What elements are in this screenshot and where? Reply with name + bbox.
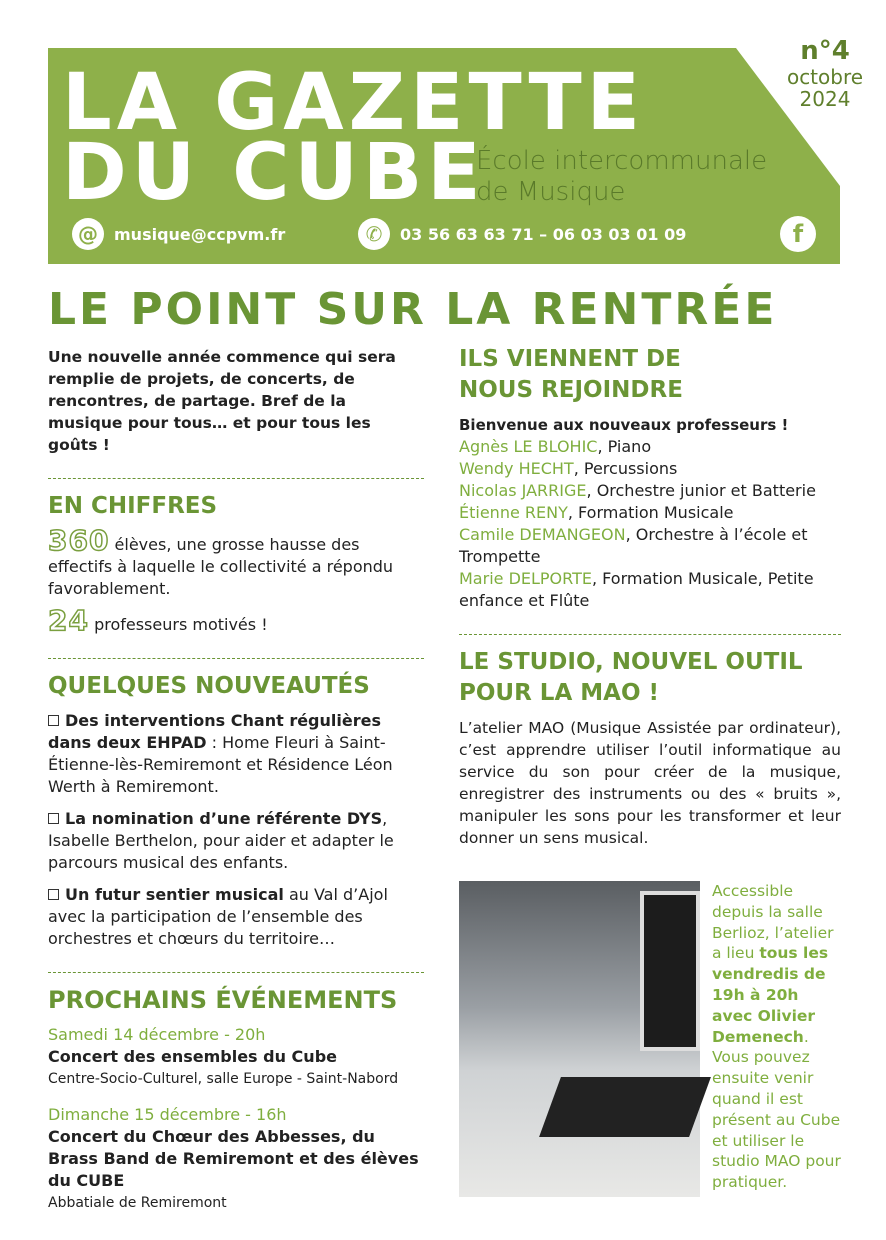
headline: LE POINT SUR LA RENTRÉE — [48, 284, 778, 335]
title-line1: LA GAZETTE — [62, 58, 645, 148]
subtitle-line1: École intercommunale — [476, 146, 768, 176]
prof-role: , Orchestre à l’école et Trompette — [459, 525, 808, 566]
prof-role: , Piano — [597, 437, 652, 456]
facebook-link[interactable] — [780, 216, 826, 252]
right-column — [459, 344, 841, 859]
item-text: au Val d’Ajol avec la participation de l’ensemble des orchestres et chœurs du territoire… — [48, 885, 388, 948]
section-title: QUELQUES NOUVEAUTÉS — [48, 673, 370, 699]
divider — [459, 634, 841, 635]
side-text: Accessible depuis la salle Berlioz, l’atelier a lieu — [712, 882, 834, 963]
issue-info — [780, 36, 870, 110]
item-text: : Home Fleuri à Saint-Étienne-lès-Remiremont et Résidence Léon Werth à Remiremont. — [48, 733, 393, 796]
list-item — [48, 808, 424, 874]
event — [48, 1024, 424, 1090]
studio-text: L’atelier MAO (Musique Assistée par ordinateur), c’est apprendre utiliser l’outil informatique au service du son pour créer de la musique, enregistrer des instruments ou des « bruits », manipuler les sons pour les transformer et leur donner un sens musical. — [459, 719, 841, 847]
prof-role: , Formation Musicale — [567, 503, 734, 522]
event — [48, 1104, 424, 1214]
checkbox-icon — [48, 889, 59, 900]
prof — [459, 502, 841, 524]
event-name: Concert des ensembles du Cube — [48, 1047, 337, 1066]
divider — [48, 658, 424, 659]
issue-year: 2024 — [799, 87, 851, 111]
item-bold: Des interventions Chant régulières dans deux EHPAD — [48, 711, 381, 752]
divider — [48, 972, 424, 973]
prof — [459, 524, 841, 568]
section-title: PROCHAINS ÉVÉNEMENTS — [48, 986, 398, 1014]
list-item — [48, 884, 424, 950]
list-item — [48, 710, 424, 798]
issue-month: octobre — [786, 65, 864, 89]
stat — [48, 604, 424, 637]
title-line2: DU CUBE — [62, 128, 486, 218]
issue-number: n°4 — [800, 36, 850, 66]
side-text: . Vous pouvez ensuite venir quand il est présent au Cube et utiliser le studio MAO pour pratiquer. — [712, 1027, 841, 1192]
prof-name: Nicolas JARRIGE — [459, 481, 587, 500]
prof-role: , Percussions — [573, 459, 678, 478]
event-date: Dimanche 15 décembre - 16h — [48, 1105, 287, 1124]
event-date: Samedi 14 décembre - 20h — [48, 1025, 266, 1044]
stat-number: 24 — [48, 604, 89, 637]
item-bold: La nomination d’une référente DYS — [65, 809, 383, 828]
stat-text: professeurs motivés ! — [94, 615, 268, 634]
studio-photo — [459, 881, 700, 1197]
email-contact[interactable] — [72, 218, 285, 250]
email[interactable]: musique@ccpvm.fr — [114, 224, 286, 244]
prof-name: Camile DEMANGEON — [459, 525, 626, 544]
stat-number: 360 — [48, 524, 110, 557]
left-column — [48, 346, 424, 1214]
prof-list — [459, 436, 841, 612]
event-place: Centre-Socio-Culturel, salle Europe - Saint-Nabord — [48, 1071, 399, 1087]
keyboard — [539, 1077, 711, 1137]
section-title: EN CHIFFRES — [48, 493, 218, 519]
prof-name: Étienne RENY — [459, 503, 568, 522]
subtitle — [476, 146, 767, 208]
at-icon: @ — [72, 218, 104, 250]
prof — [459, 436, 841, 458]
prof-name: Marie DELPORTE — [459, 569, 592, 588]
phone: 03 56 63 63 71 – 06 03 03 01 09 — [400, 224, 687, 244]
checkbox-icon — [48, 715, 59, 726]
checkbox-icon — [48, 813, 59, 824]
stat-text: élèves, une grosse hausse des effectifs à laquelle le collectivité a répondu favorablement. — [48, 535, 394, 598]
studio-side-text — [712, 881, 842, 1193]
prof-name: Agnès LE BLOHIC — [459, 437, 598, 456]
prof — [459, 458, 841, 480]
prof-role: , Orchestre junior et Batterie — [586, 481, 816, 500]
section-title: LE STUDIO, NOUVEL OUTIL POUR LA MAO ! — [459, 649, 803, 706]
prof-role: , Formation Musicale, Petite enfance et Flûte — [459, 569, 814, 610]
item-text: , Isabelle Berthelon, pour aider et adapter le parcours musical des enfants. — [48, 809, 394, 872]
phone-contact — [358, 218, 686, 250]
prof-name: Wendy HECHT — [459, 459, 574, 478]
monitor — [640, 891, 700, 1051]
phone-icon: ✆ — [358, 218, 390, 250]
prof — [459, 568, 841, 612]
event-place: Abbatiale de Remiremont — [48, 1195, 227, 1211]
event-name: Concert du Chœur des Abbesses, du Brass Band de Remiremont et des élèves du CUBE — [48, 1127, 419, 1190]
subtitle-line2: de Musique — [476, 177, 626, 207]
prof — [459, 480, 841, 502]
stat — [48, 524, 424, 600]
intro: Une nouvelle année commence qui sera remplie de projets, de concerts, de rencontres, de partage. Bref de la musique pour tous… et pour tous les goûts ! — [48, 348, 396, 454]
divider — [48, 478, 424, 479]
side-bold: tous les vendredis de 19h à 20h avec Olivier Demenech — [712, 944, 829, 1046]
item-bold: Un futur sentier musical — [65, 885, 284, 904]
welcome: Bienvenue aux nouveaux professeurs ! — [459, 416, 789, 434]
section-title: ILS VIENNENT DE NOUS REJOINDRE — [459, 346, 683, 403]
facebook-icon: f — [780, 216, 816, 252]
